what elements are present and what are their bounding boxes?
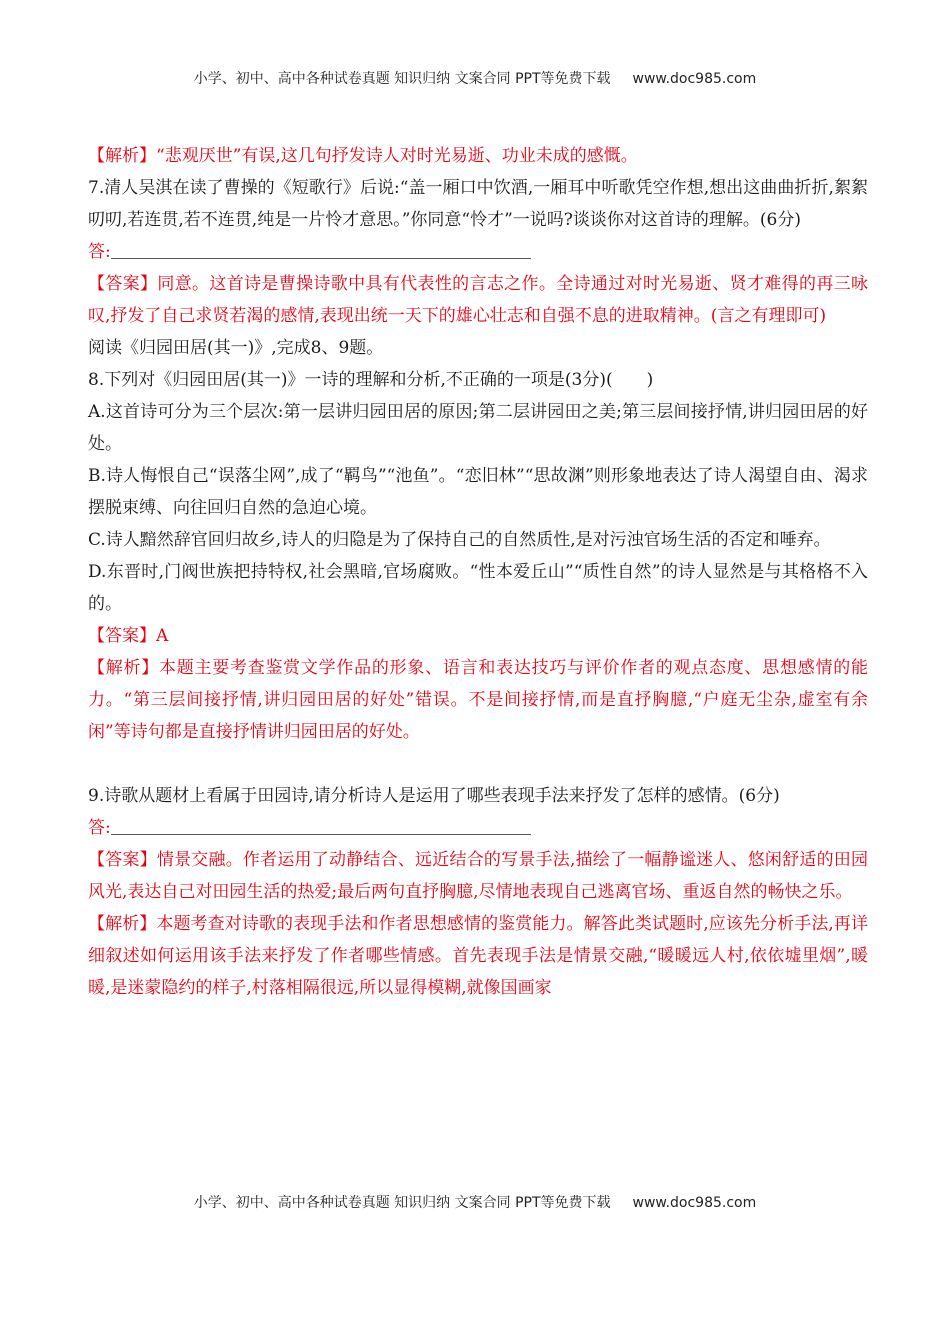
question-9: 9.诗歌从题材上看属于田园诗,请分析诗人是运用了哪些表现手法来抒发了怎样的感情。(6分) — [88, 786, 780, 806]
footer-url[interactable]: www.doc985.com — [632, 1195, 757, 1211]
page-footer — [0, 1192, 950, 1212]
footer-text: 小学、初中、高中各种试卷真题 知识归纳 文案合同 PPT等免费下载 — [193, 1195, 611, 1211]
answer-blank-q9 — [88, 812, 868, 844]
answer-line — [111, 814, 531, 835]
analysis-q6: 【解析】“悲观厌世”有误,这几句抒发诗人对时光易逝、功业未成的感慨。 — [88, 146, 638, 166]
question-7: 7.清人吴淇在读了曹操的《短歌行》后说:“盖一厢口中饮酒,一厢耳中听歌凭空作想,想出这曲曲折折,絮絮叨叨,若连贯,若不连贯,纯是一片怜才意思。”你同意“怜才”一说吗?谈谈你对这首诗的理解。(6分) — [88, 178, 868, 230]
option-c: C.诗人黯然辞官回归故乡,诗人的归隐是为了保持自己的自然质性,是对污浊官场生活的否定和唾弃。 — [88, 530, 831, 550]
answer-label: 答: — [88, 818, 111, 838]
header-text: 小学、初中、高中各种试卷真题 知识归纳 文案合同 PPT等免费下载 — [193, 71, 611, 87]
spacer — [88, 748, 868, 780]
answer-label: 答: — [88, 242, 111, 262]
analysis-q8: 【解析】本题主要考查鉴赏文学作品的形象、语言和表达技巧与评价作者的观点态度、思想感情的能力。“第三层间接抒情,讲归园田居的好处”错误。不是间接抒情,而是直抒胸臆,“户庭无尘杂,虚室有余闲”等诗句都是直接抒情讲归园田居的好处。 — [88, 658, 868, 742]
question-8: 8.下列对《归园田居(其一)》一诗的理解和分析,不正确的一项是(3分)( ) — [88, 370, 654, 390]
analysis-q9: 【解析】本题考查对诗歌的表现手法和作者思想感情的鉴赏能力。解答此类试题时,应该先分析手法,再详细叙述如何运用该手法来抒发了作者哪些情感。首先表现手法是情景交融,“暖暖远人村,依依墟里烟”,暖暖,是迷蒙隐约的样子,村落相隔很远,所以显得模糊,就像国画家 — [88, 914, 868, 998]
answer-line — [111, 238, 531, 259]
answer-blank-q7 — [88, 236, 868, 268]
header-url[interactable]: www.doc985.com — [632, 71, 757, 87]
reading-instruction: 阅读《归园田居(其一)》,完成8、9题。 — [88, 338, 384, 358]
option-b: B.诗人悔恨自己“误落尘网”,成了“羁鸟”“池鱼”。“恋旧林”“思故渊”则形象地表达了诗人渴望自由、渴求摆脱束缚、向往回归自然的急迫心境。 — [88, 466, 868, 518]
option-a: A.这首诗可分为三个层次:第一层讲归园田居的原因;第二层讲园田之美;第三层间接抒情,讲归园田居的好处。 — [88, 402, 868, 454]
document-body — [88, 140, 868, 1004]
page-header — [0, 68, 950, 88]
option-d: D.东晋时,门阀世族把持特权,社会黑暗,官场腐败。“性本爱丘山”“质性自然”的诗人显然是与其格格不入的。 — [88, 562, 868, 614]
answer-q8: 【答案】A — [88, 626, 169, 646]
answer-q9: 【答案】情景交融。作者运用了动静结合、远近结合的写景手法,描绘了一幅静谧迷人、悠闲舒适的田园风光,表达自己对田园生活的热爱;最后两句直抒胸臆,尽情地表现自己逃离官场、重返自然的畅快之乐。 — [88, 850, 868, 902]
answer-q7: 【答案】同意。这首诗是曹操诗歌中具有代表性的言志之作。全诗通过对时光易逝、贤才难得的再三咏叹,抒发了自己求贤若渴的感情,表现出统一天下的雄心壮志和自强不息的进取精神。(言之有理即可) — [88, 274, 868, 326]
